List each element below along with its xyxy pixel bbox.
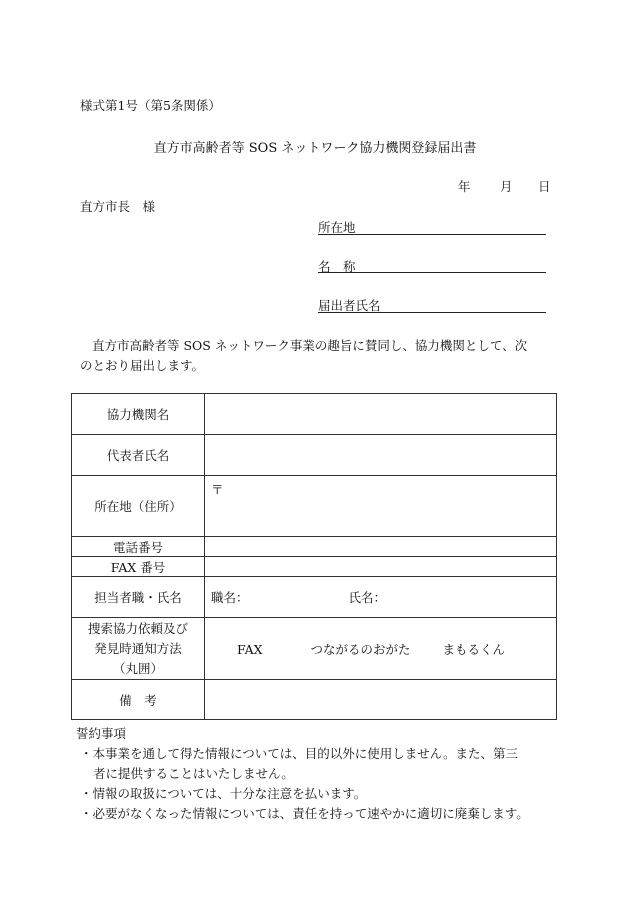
document-title: 直方市高齢者等 SOS ネットワーク協力機関登録届出書 [153, 141, 477, 156]
address-label: 所在地（住所） [72, 476, 205, 537]
location-line[interactable] [318, 234, 546, 235]
fax-field[interactable] [205, 557, 557, 577]
option-fax[interactable]: FAX [237, 641, 263, 657]
location-label: 所在地 [318, 220, 356, 235]
method-label-line-2: 発見時通知方法 [94, 640, 182, 656]
method-label-line-1: 捜索協力依頼及び [87, 620, 188, 636]
method-label-line-3: （丸囲） [112, 660, 163, 676]
name-line[interactable] [318, 272, 546, 273]
pledge-item-3: ・必要がなくなった情報については、責任を持って速やかに適切に廃棄します。 [80, 806, 529, 821]
contact-field[interactable] [205, 577, 557, 618]
pledge-item-2: ・情報の取扱については、十分な注意を払います。 [80, 786, 367, 801]
method-options [205, 618, 557, 680]
registration-table [71, 393, 557, 720]
address-field[interactable] [205, 476, 557, 537]
option-mamorukun[interactable]: まもるくん [442, 641, 505, 657]
submitter-line[interactable] [318, 312, 546, 313]
submitter-label: 届出者氏名 [318, 298, 381, 313]
pledge-item-1a: ・本事業を通して得た情報については、目的以外に使用しません。また、第三 [80, 746, 519, 761]
rep-name-label: 代表者氏名 [72, 435, 205, 476]
pledge-title: 誓約事項 [76, 726, 127, 741]
statement-line-1: 直方市高齢者等 SOS ネットワーク事業の趣旨に賛同し、協力機関として、次 [92, 338, 528, 353]
postal-mark: 〒 [211, 482, 224, 497]
phone-label: 電話番号 [72, 537, 205, 557]
pledge-item-1b: 者に提供することはいたしません。 [93, 766, 294, 781]
statement-line-2: のとおり届出します。 [80, 358, 205, 373]
addressee: 直方市長 様 [80, 199, 156, 214]
date-month: 月 [500, 179, 513, 194]
name-label: 名 称 [318, 259, 356, 274]
method-label [72, 618, 205, 680]
contact-label: 担当者職・氏名 [72, 577, 205, 618]
phone-field[interactable] [205, 537, 557, 557]
form-number: 様式第1号（第5条関係） [80, 98, 221, 113]
option-tsunagaru[interactable]: つながるのおがた [310, 641, 411, 657]
fax-label: FAX 番号 [72, 557, 205, 577]
rep-name-field[interactable] [205, 435, 557, 476]
date-day: 日 [538, 179, 551, 194]
org-name-field[interactable] [205, 394, 557, 435]
date-year: 年 [458, 179, 471, 194]
remarks-field[interactable] [205, 680, 557, 720]
person-label: 氏名： [348, 590, 386, 605]
position-label: 職名： [211, 590, 249, 605]
remarks-label: 備 考 [72, 680, 205, 720]
org-name-label: 協力機関名 [72, 394, 205, 435]
